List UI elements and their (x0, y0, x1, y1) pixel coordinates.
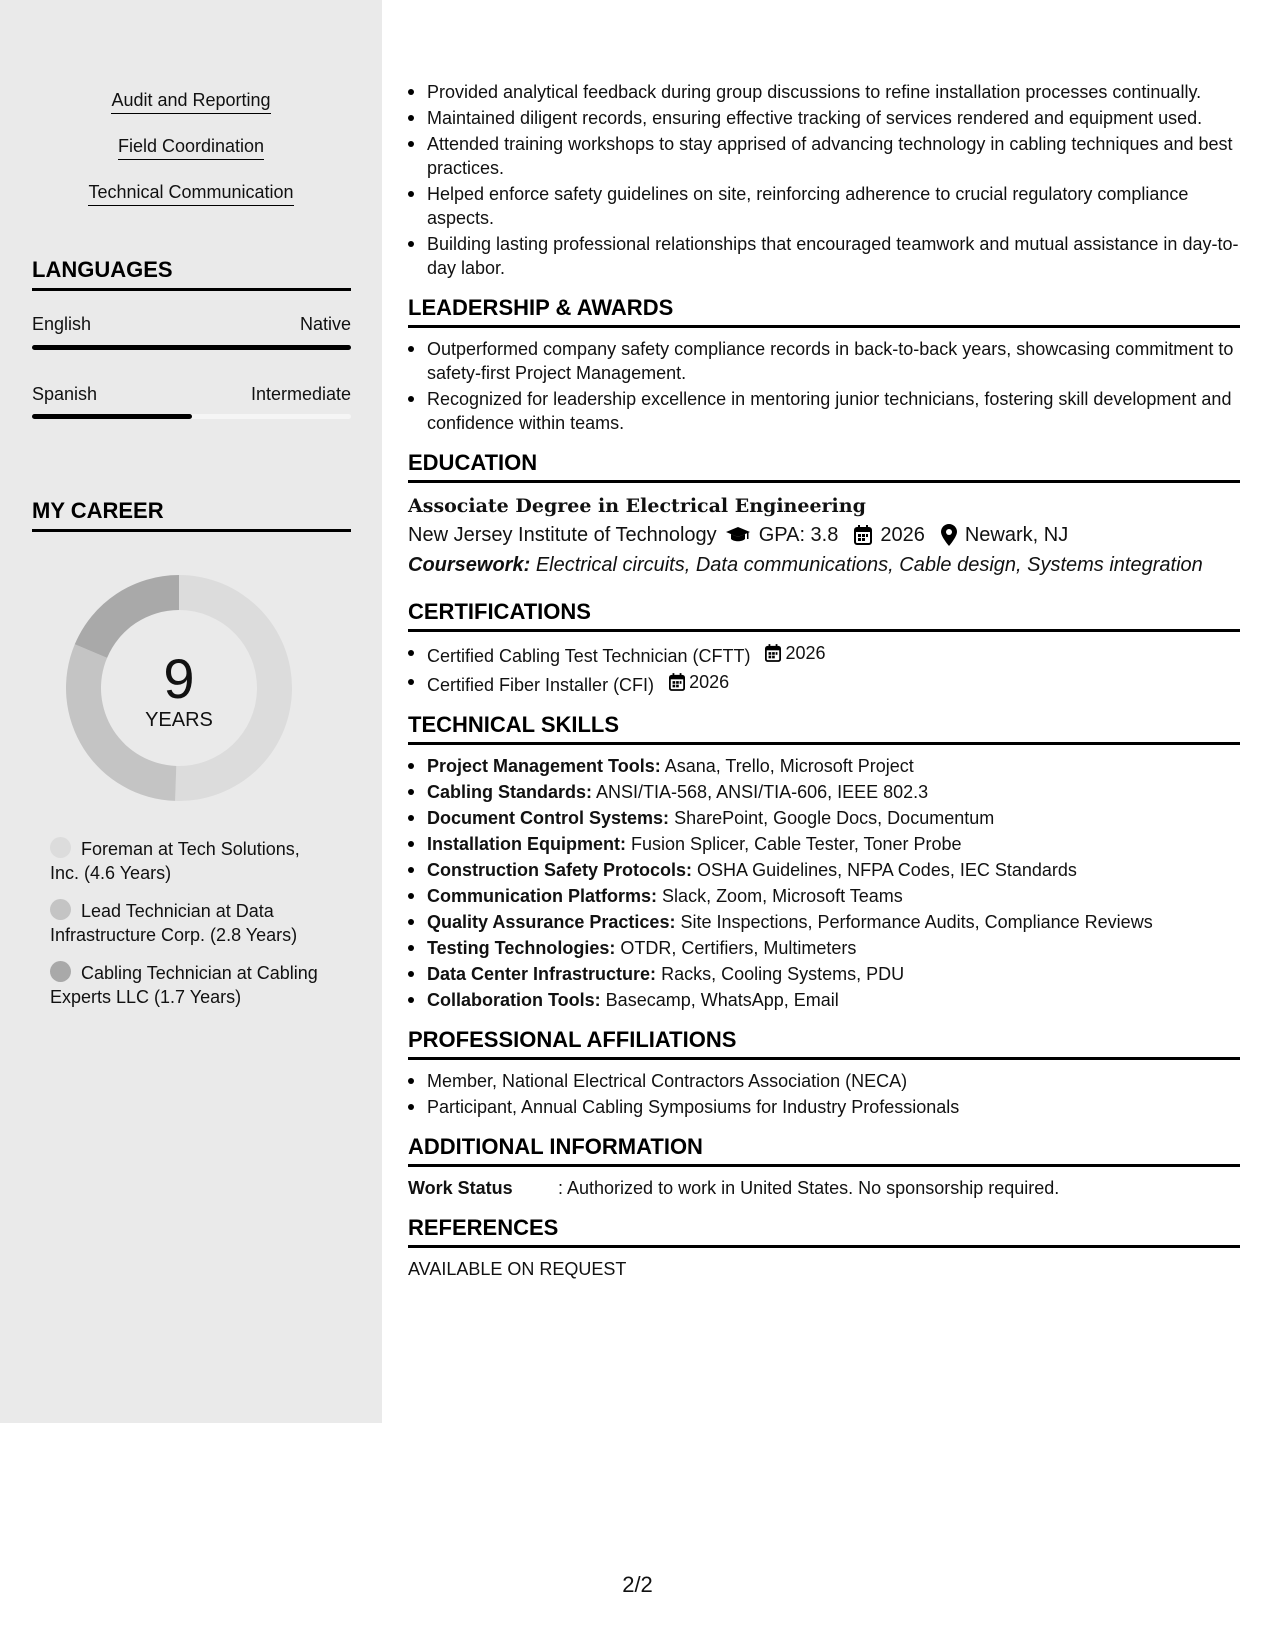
career-legend-text: Foreman at Tech Solutions, Inc. (4.6 Years) (50, 839, 300, 883)
certifications-heading: CERTIFICATIONS (408, 598, 1240, 632)
certification-item (408, 670, 1240, 697)
certification-name: Certified Cabling Test Technician (CFTT) (427, 646, 751, 666)
coursework-text: Electrical circuits, Data communications, Cable design, Systems integration (535, 554, 1203, 576)
degree-title: Associate Degree in Electrical Engineering (408, 495, 866, 517)
experience-bullet: Helped enforce safety guidelines on site, reinforcing adherence to crucial regulatory compliance aspects. (408, 182, 1240, 230)
skill-values: Fusion Splicer, Cable Tester, Toner Probe (631, 834, 962, 854)
leadership-list (408, 337, 1240, 435)
skill-tag: Field Coordination (118, 134, 264, 160)
skill-values: OSHA Guidelines, NFPA Codes, IEC Standards (697, 860, 1077, 880)
skill-category: Collaboration Tools: (427, 990, 601, 1010)
leadership-item: Recognized for leadership excellence in mentoring junior technicians, fostering skill development and confidence within teams. (408, 387, 1240, 435)
certification-name: Certified Fiber Installer (CFI) (427, 675, 655, 695)
education-heading: EDUCATION (408, 449, 1240, 483)
technical-skill-item (408, 936, 1240, 960)
legend-dot (50, 899, 71, 920)
languages-heading: LANGUAGES (32, 256, 351, 291)
technical-skill-item (408, 858, 1240, 882)
skill-values: Racks, Cooling Systems, PDU (661, 964, 905, 984)
school-location: Newark, NJ (964, 524, 1069, 546)
skill-category: Construction Safety Protocols: (427, 860, 693, 880)
skill-tag: Technical Communication (88, 180, 293, 206)
legend-dot (50, 961, 71, 982)
affiliation-item: Member, National Electrical Contractors Association (NECA) (408, 1069, 1240, 1093)
skill-category: Document Control Systems: (427, 808, 670, 828)
skill-category: Data Center Infrastructure: (427, 964, 657, 984)
career-heading: MY CAREER (32, 497, 351, 532)
career-total-number: 9 (163, 647, 195, 710)
language-proficiency-fill (32, 414, 192, 419)
affiliations-list (408, 1069, 1240, 1119)
skill-category: Quality Assurance Practices: (427, 912, 676, 932)
technical-skill-item (408, 962, 1240, 986)
graduation-cap-icon (725, 526, 751, 544)
career-legend-item (50, 961, 320, 1009)
language-proficiency-fill (32, 345, 351, 350)
coursework (408, 550, 1240, 580)
work-status-row (408, 1176, 1240, 1200)
affiliations-heading: PROFESSIONAL AFFILIATIONS (408, 1026, 1240, 1060)
coursework-label: Coursework: (408, 554, 531, 576)
certifications-list (408, 641, 1240, 697)
skill-category: Testing Technologies: (427, 938, 616, 958)
technical-skill-item (408, 910, 1240, 934)
career-legend-text: Lead Technician at Data Infrastructure Corp. (2.8 Years) (50, 901, 298, 945)
work-status-value: : Authorized to work in United States. No sponsorship required. (558, 1178, 1060, 1198)
references-heading: REFERENCES (408, 1214, 1240, 1248)
page-number: 2/2 (622, 1572, 653, 1597)
language-level: Native (299, 314, 351, 334)
calendar-icon (669, 673, 685, 691)
certification-date (669, 670, 729, 694)
language-name: Spanish (32, 384, 98, 404)
certification-date (765, 641, 825, 665)
sidebar (0, 0, 382, 1423)
experience-bullets (408, 80, 1240, 280)
skill-values: SharePoint, Google Docs, Documentum (674, 808, 995, 828)
location-pin-icon (941, 524, 957, 546)
technical-skills-list (408, 754, 1240, 1012)
technical-skill-item (408, 780, 1240, 804)
skill-category: Installation Equipment: (427, 834, 627, 854)
language-proficiency-bar (32, 345, 351, 350)
skills-list (0, 88, 382, 226)
leadership-heading: LEADERSHIP & AWARDS (408, 294, 1240, 328)
experience-bullet: Attended training workshops to stay apprised of advancing technology in cabling techniques and best practices. (408, 132, 1240, 180)
graduation-year: 2026 (880, 524, 925, 546)
experience-bullet: Maintained diligent records, ensuring effective tracking of services rendered and equipment used. (408, 106, 1240, 130)
skill-values: OTDR, Certifiers, Multimeters (620, 938, 857, 958)
skill-category: Communication Platforms: (427, 886, 658, 906)
certification-year: 2026 (689, 672, 730, 692)
language-proficiency-bar (32, 414, 351, 419)
gpa: GPA: 3.8 (758, 524, 839, 546)
career-total-unit: YEARS (145, 709, 213, 731)
technical-skill-item (408, 884, 1240, 908)
skill-tag: Audit and Reporting (111, 88, 270, 114)
calendar-icon (765, 644, 781, 662)
skill-values: Asana, Trello, Microsoft Project (664, 756, 914, 776)
certification-year: 2026 (785, 643, 826, 663)
legend-dot (50, 837, 71, 858)
career-legend-text: Cabling Technician at Cabling Experts LLC (1.7 Years) (50, 963, 318, 1007)
technical-skill-item (408, 806, 1240, 830)
references-text: AVAILABLE ON REQUEST (408, 1259, 627, 1279)
work-status-label: Work Status (408, 1178, 513, 1198)
skill-category: Project Management Tools: (427, 756, 661, 776)
career-legend-item (50, 837, 320, 885)
skill-category: Cabling Standards: (427, 782, 593, 802)
career-total (66, 575, 292, 801)
technical-skill-item (408, 988, 1240, 1012)
technical-skills-heading: TECHNICAL SKILLS (408, 711, 1240, 745)
language-name: English (32, 314, 92, 334)
technical-skill-item (408, 832, 1240, 856)
certification-item (408, 641, 1240, 668)
skill-values: ANSI/TIA-568, ANSI/TIA-606, IEEE 802.3 (596, 782, 929, 802)
education-details (408, 520, 1240, 550)
additional-info-heading: ADDITIONAL INFORMATION (408, 1133, 1240, 1167)
skill-values: Site Inspections, Performance Audits, Compliance Reviews (680, 912, 1153, 932)
skill-values: Slack, Zoom, Microsoft Teams (662, 886, 903, 906)
experience-bullet: Provided analytical feedback during group discussions to refine installation processes continually. (408, 80, 1240, 104)
language-row (32, 314, 351, 335)
affiliation-item: Participant, Annual Cabling Symposiums for Industry Professionals (408, 1095, 1240, 1119)
career-legend-item (50, 899, 320, 947)
leadership-item: Outperformed company safety compliance records in back-to-back years, showcasing commitment to safety-first Project Management. (408, 337, 1240, 385)
language-level: Intermediate (250, 384, 351, 404)
language-row (32, 384, 351, 405)
calendar-icon (854, 525, 872, 545)
technical-skill-item (408, 754, 1240, 778)
main-content (408, 80, 1240, 1281)
experience-bullet: Building lasting professional relationships that encouraged teamwork and mutual assistance in day-to-day labor. (408, 232, 1240, 280)
school-name: New Jersey Institute of Technology (408, 524, 717, 546)
skill-values: Basecamp, WhatsApp, Email (605, 990, 839, 1010)
